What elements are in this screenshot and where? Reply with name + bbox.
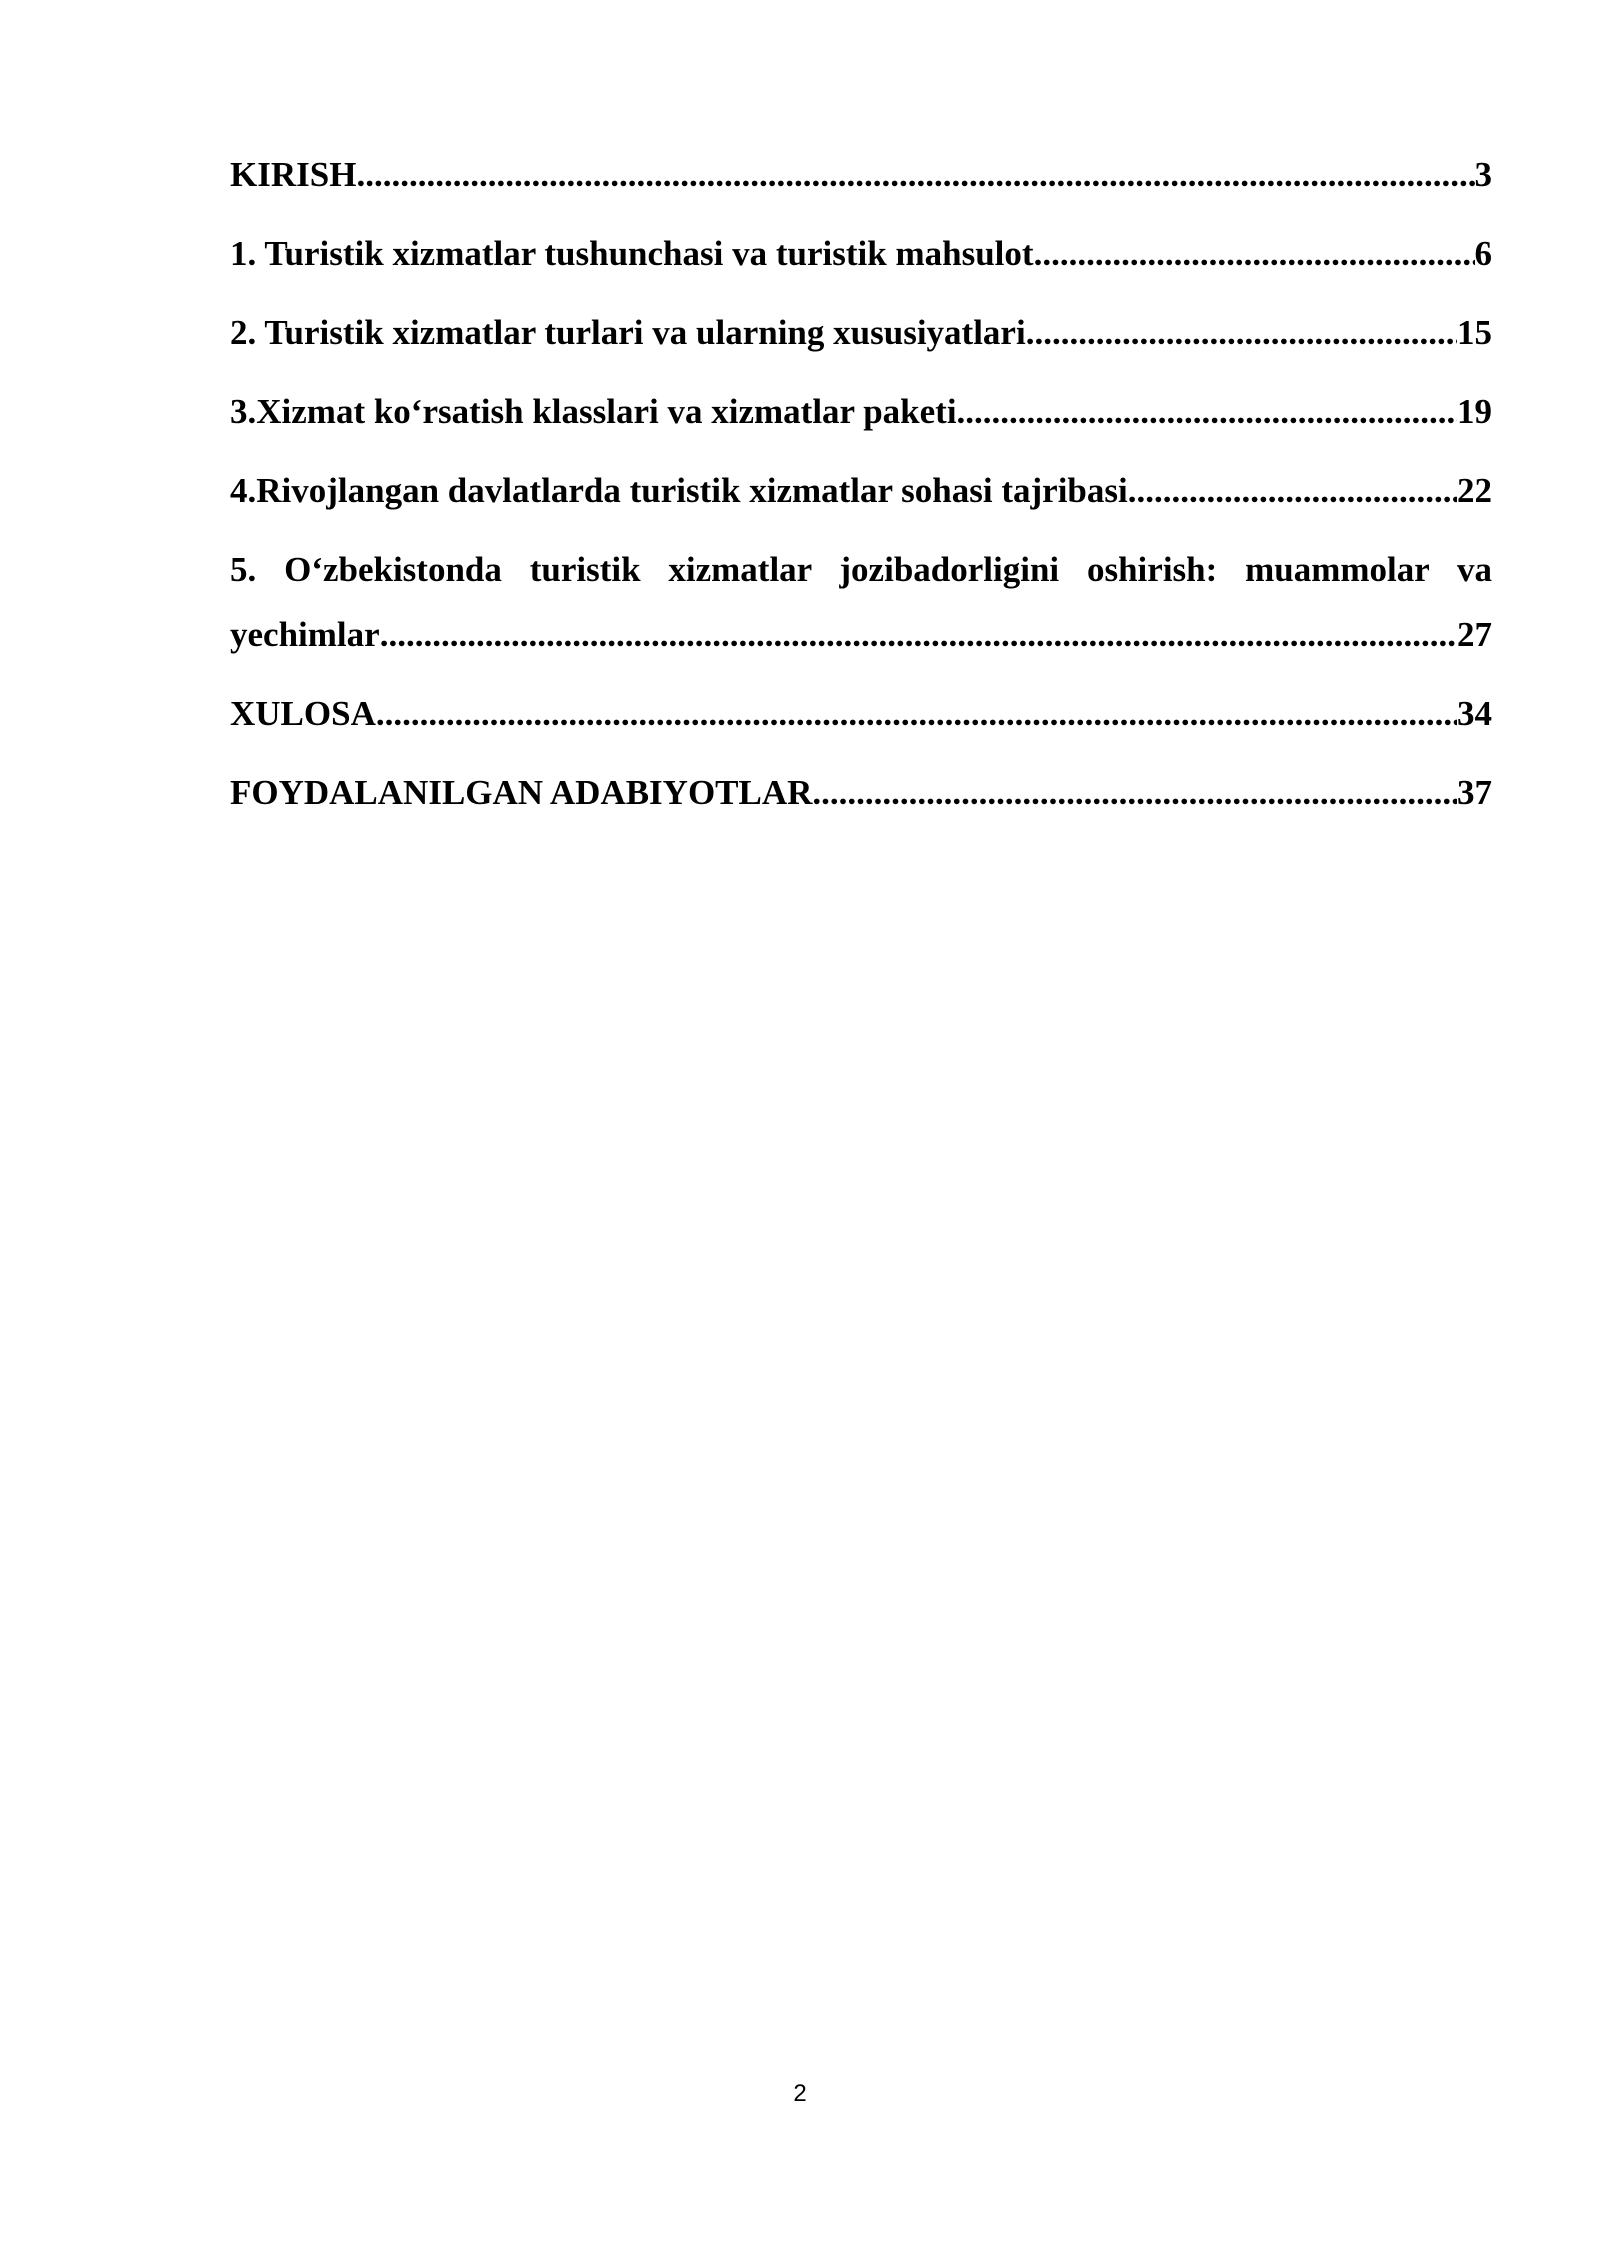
toc-entry-title: 1. Turistik xizmatlar tushunchasi va turistik mahsulot — [230, 234, 1034, 273]
toc-entry-section-2[interactable] — [230, 310, 1492, 389]
toc-dot-leader — [1128, 468, 1457, 513]
toc-entry-kirish[interactable] — [230, 152, 1492, 231]
toc-entry-section-5[interactable] — [230, 547, 1492, 691]
toc-entry-section-3[interactable] — [230, 389, 1492, 468]
toc-entry-title: 3.Xizmat ko‘rsatish klasslari va xizmatlar paketi — [230, 392, 957, 431]
toc-entry-page-number: 34 — [1457, 694, 1492, 733]
toc-entry-page-number: 22 — [1457, 471, 1492, 510]
toc-entry-title: FOYDALANILGAN ADABIYOTLAR — [230, 773, 813, 812]
toc-dot-leader — [957, 389, 1457, 434]
toc-dot-leader — [376, 691, 1457, 736]
toc-entry-page-number: 6 — [1474, 234, 1492, 273]
toc-entry-title: 2. Turistik xizmatlar turlari va ularning xususiyatlari — [230, 313, 1026, 352]
toc-entry-page-number: 3 — [1474, 155, 1492, 194]
toc-entry-title: KIRISH — [230, 155, 357, 194]
toc-dot-leader — [356, 152, 1474, 197]
toc-entry-title: XULOSA — [230, 694, 376, 733]
page-number: 2 — [793, 2080, 807, 2107]
toc-entry-title-line-1: 5. O‘zbekistonda turistik xizmatlar jozibadorligini oshirish: muammolar va — [230, 550, 1492, 589]
toc-dot-leader — [1026, 310, 1457, 355]
toc-dot-leader — [380, 612, 1457, 657]
toc-entry-page-number: 27 — [1457, 615, 1492, 654]
toc-dot-leader — [1034, 231, 1475, 276]
toc-entry-xulosa[interactable] — [230, 691, 1492, 770]
toc-entry-second-line — [230, 612, 1492, 691]
toc-entry-page-number: 15 — [1457, 313, 1492, 352]
toc-dot-leader — [812, 770, 1457, 815]
toc-entry-page-number: 37 — [1457, 773, 1492, 812]
toc-entry-section-1[interactable] — [230, 231, 1492, 310]
toc-entry-title: 4.Rivojlangan davlatlarda turistik xizmatlar sohasi tajribasi — [230, 471, 1128, 510]
table-of-contents — [230, 152, 1492, 849]
toc-entry-page-number: 19 — [1457, 392, 1492, 431]
toc-entry-section-4[interactable] — [230, 468, 1492, 547]
toc-entry-title-line-2: yechimlar — [230, 615, 380, 654]
toc-entry-bibliography[interactable] — [230, 770, 1492, 849]
